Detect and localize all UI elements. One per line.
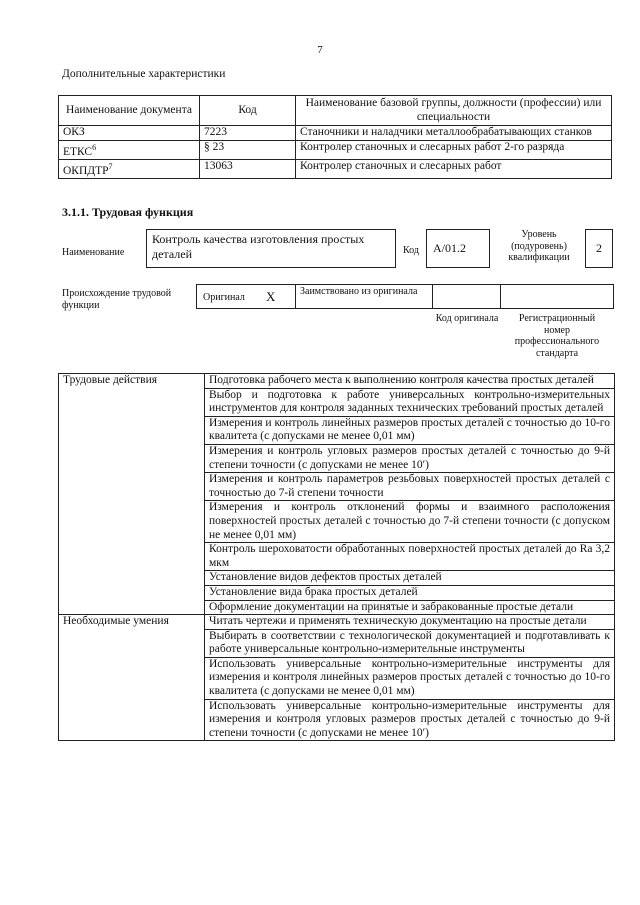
- labor-action-row-text: Измерения и контроль линейных размеров простых деталей с точностью до 10-го квалитета (с допусками не менее 0,01 мм): [205, 416, 615, 444]
- labor-function-table: [58, 373, 615, 741]
- classification-header-row: [59, 96, 612, 126]
- additional-characteristics-title: Дополнительные характеристики: [62, 68, 226, 80]
- labor-action-row-text: Измерения и контроль угловых размеров простых деталей с точностью до 9-й степени точности (с допусками не менее 10′): [205, 444, 615, 472]
- registration-number-caption: Регистрационный номер профессионального стандарта: [514, 313, 600, 359]
- footnote-ref: 7: [108, 161, 113, 171]
- function-name-label: Наименование: [62, 247, 125, 258]
- labor-action-row-text: Установление вида брака простых деталей: [205, 585, 615, 600]
- qualification-level-label: Уровень (подуровень) квалификации: [508, 229, 570, 263]
- header-group-name: Наименование базовой группы, должности (профессии) или специальности: [296, 96, 612, 126]
- function-code-value: A/01.2: [426, 229, 490, 268]
- labor-action-row-text: Оформление документации на принятые и забракованные простые детали: [205, 600, 615, 615]
- skill-row-label: Необходимые умения: [59, 615, 205, 741]
- skill-row-text: Выбирать в соответствии с технологической документацией и подготавливать к работе универсальные контрольно-измерительные инструменты: [205, 629, 615, 657]
- skill-row: [59, 615, 615, 630]
- row-name: Контролер станочных и слесарных работ: [296, 159, 612, 178]
- row-name: Контролер станочных и слесарных работ 2-го разряда: [296, 140, 612, 159]
- table-row: [59, 140, 612, 159]
- code-original-caption: Код оригинала: [435, 313, 499, 324]
- row-code: 13063: [200, 159, 296, 178]
- row-document: ОКПДТР$^7$: [59, 159, 200, 178]
- table-row: [59, 159, 612, 178]
- labor-action-row: [59, 374, 615, 389]
- function-name-value: Контроль качества изготовления простых деталей: [146, 229, 396, 268]
- classification-table: [58, 95, 612, 179]
- table-row: [59, 126, 612, 141]
- row-code: § 23: [200, 140, 296, 159]
- footnote-ref: 6: [92, 142, 97, 152]
- original-label: Оригинал: [203, 292, 245, 303]
- original-mark: X: [266, 289, 276, 304]
- row-document: ЕТКС$^6$: [59, 140, 200, 159]
- labor-action-row-text: Установление видов дефектов простых деталей: [205, 571, 615, 586]
- row-document: ОКЗ: [59, 126, 200, 141]
- skill-row-text: Читать чертежи и применять техническую документацию на простые детали: [205, 615, 615, 630]
- page-number: 7: [317, 44, 323, 56]
- skill-row-text: Использовать универсальные контрольно-измерительные инструменты для измерения и контроля линейных размеров простых деталей с точностью до 10-го квалитета (с допусками не менее 0,01 мм): [205, 657, 615, 699]
- labor-action-row-text: Измерения и контроль параметров резьбовых поверхностей простых деталей с точностью до 7-й степени точности: [205, 473, 615, 501]
- function-code-label: Код: [403, 245, 419, 256]
- labor-action-row-text: Выбор и подготовка к работе универсальных контрольно-измерительных инструментов для контроля заданных технических требований простых деталей: [205, 388, 615, 416]
- row-code: 7223: [200, 126, 296, 141]
- header-code: Код: [200, 96, 296, 126]
- labor-action-row-text: Контроль шероховатости обработанных поверхностей простых деталей до Ra 3,2 мкм: [205, 543, 615, 571]
- borrowed-label: Заимствовано из оригинала: [300, 286, 418, 297]
- section-title: 3.1.1. Трудовая функция: [62, 205, 194, 219]
- labor-action-row-text: Измерения и контроль отклонений формы и взаимного расположения поверхностей простых деталей с точностью до 7-й степени точности (с допуском не менее 0,01 мм): [205, 501, 615, 543]
- origin-label: Происхождение трудовой функции: [62, 288, 172, 311]
- row-name: Станочники и наладчики металлообрабатывающих станков: [296, 126, 612, 141]
- header-document: Наименование документа: [59, 96, 200, 126]
- qualification-level-value: 2: [585, 229, 613, 268]
- labor-action-row-text: Подготовка рабочего места к выполнению контроля качества простых деталей: [205, 374, 615, 389]
- labor-action-row-label: Трудовые действия: [59, 374, 205, 615]
- skill-row-text: Использовать универсальные контрольно-измерительные инструменты для измерения и контроля угловых размеров простых деталей с точностью до 9-й степени точности (с допусками не менее 10′): [205, 699, 615, 741]
